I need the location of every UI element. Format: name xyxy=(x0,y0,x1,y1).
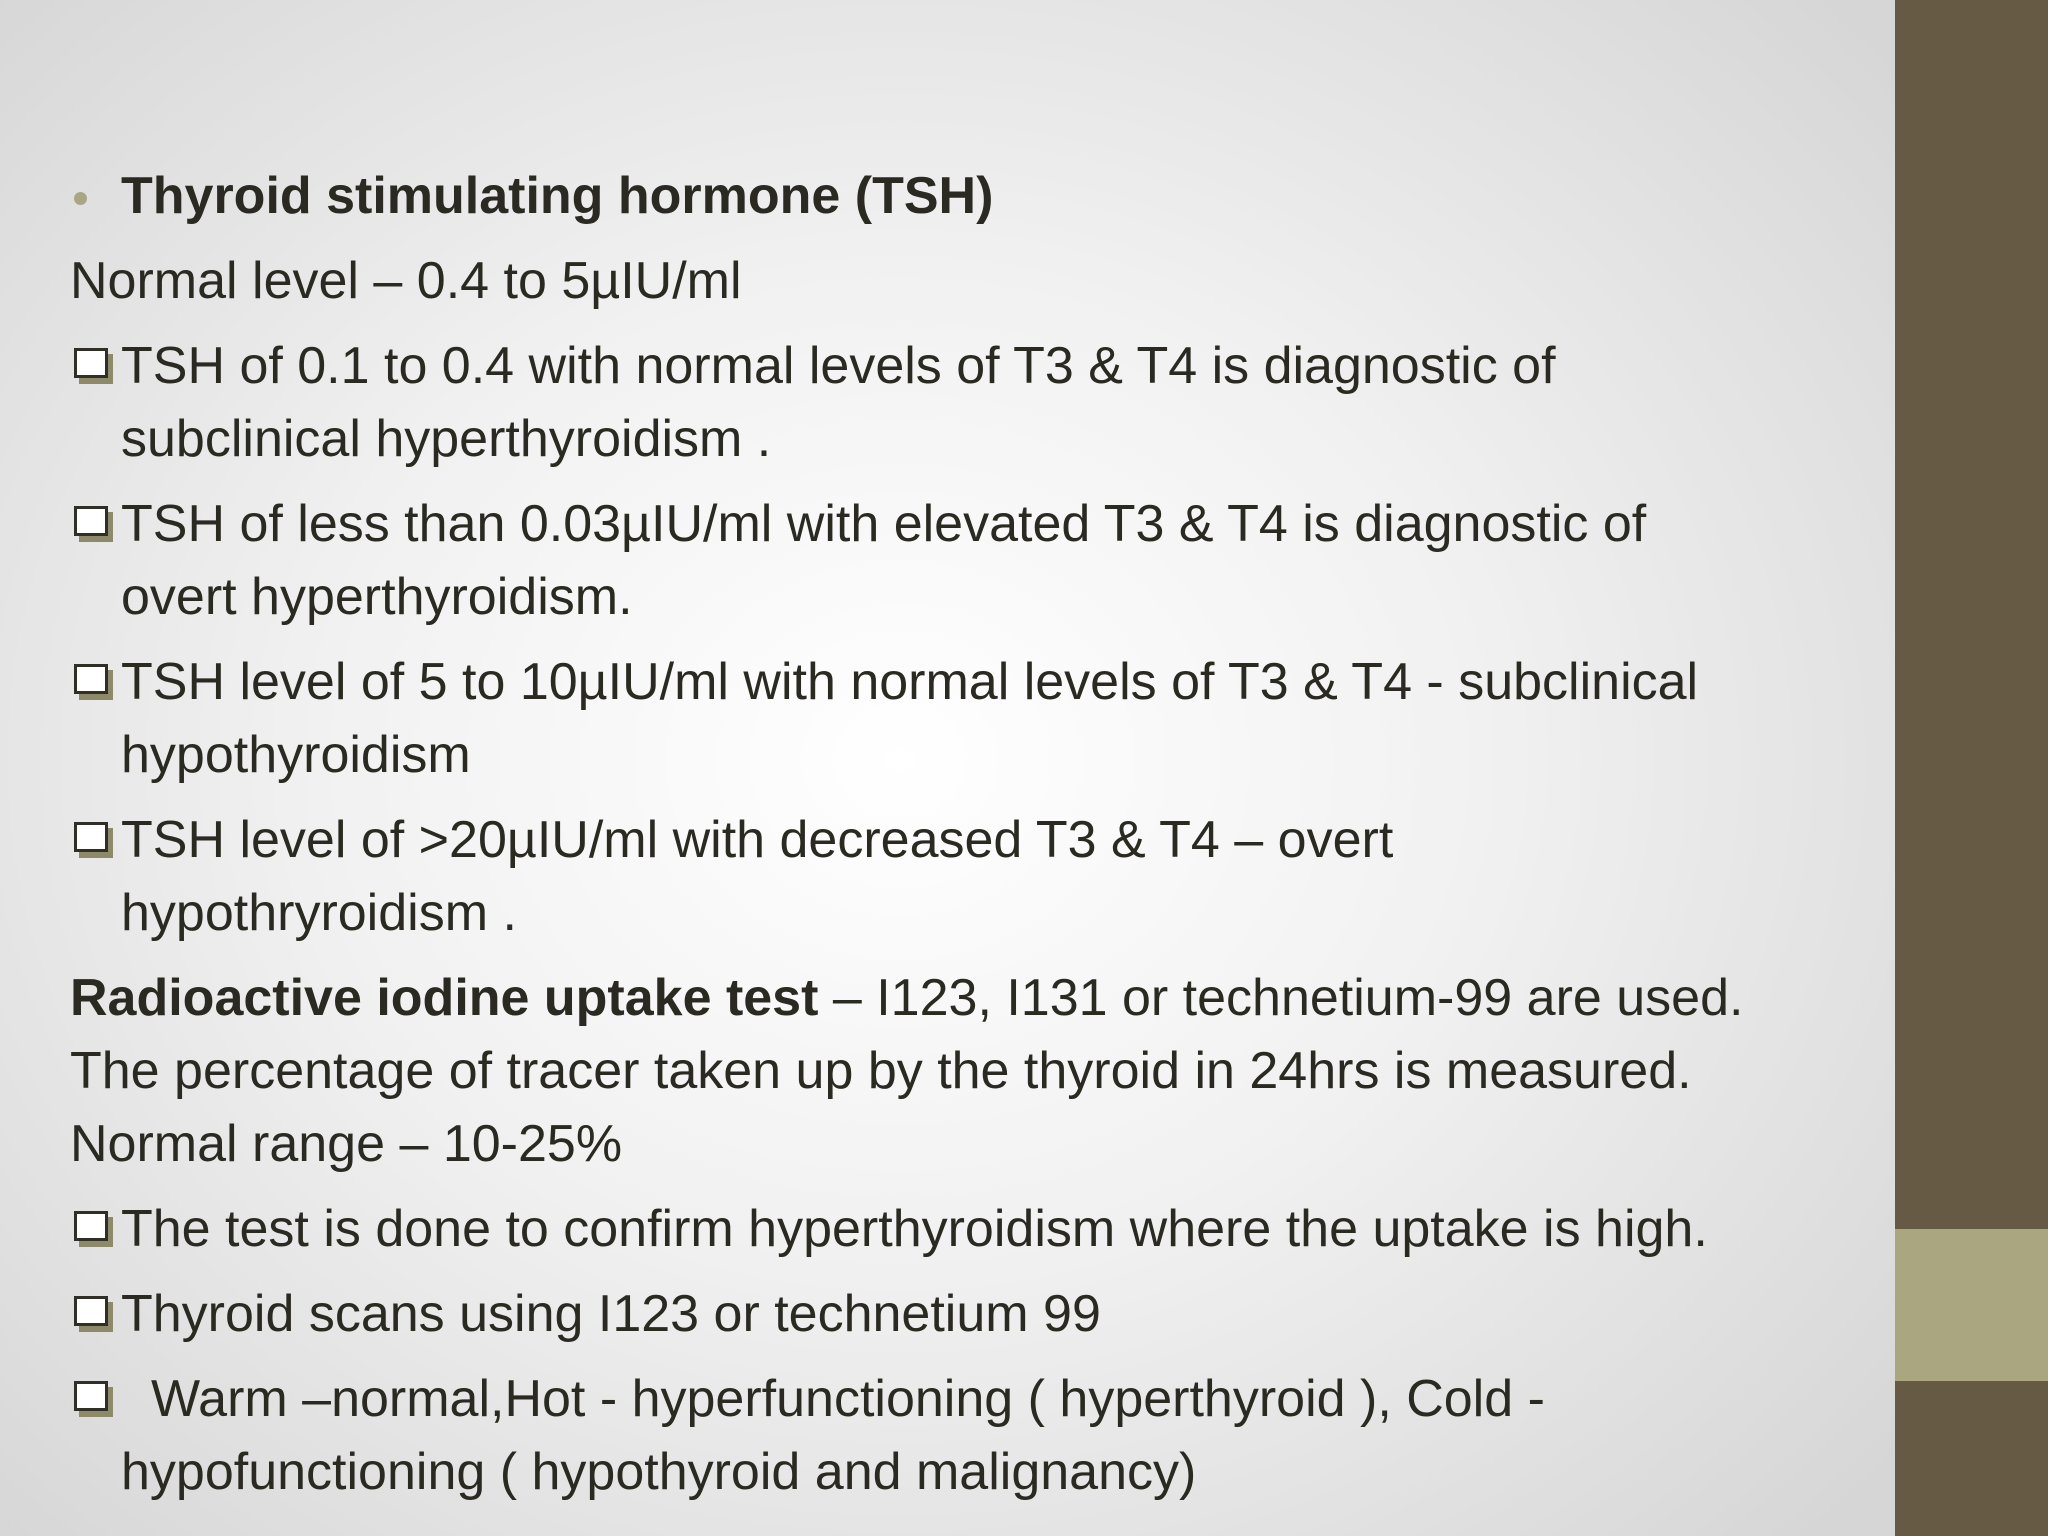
list-item-continuation: hypothryroidism . xyxy=(121,884,517,942)
list-item xyxy=(70,804,1870,877)
checkbox-square-icon xyxy=(74,1296,108,1326)
slide-body xyxy=(70,160,1870,1509)
normal-level-text: Normal level – 0.4 to 5µIU/ml xyxy=(70,252,742,310)
list-item xyxy=(70,1363,1870,1436)
checkbox-square-icon xyxy=(74,348,108,378)
list-item-text: TSH of 0.1 to 0.4 with normal levels of T3 & T4 is diagnostic of xyxy=(121,337,1556,395)
checkbox-square-icon xyxy=(74,506,108,536)
list-item xyxy=(70,1193,1870,1266)
checkbox-square-icon xyxy=(74,664,108,694)
list-item-continuation: hypothyroidism xyxy=(121,726,471,784)
list-item-text: TSH level of >20µIU/ml with decreased T3 & T4 – overt xyxy=(121,811,1394,869)
list-item-text: Thyroid scans using I123 or technetium 99 xyxy=(121,1285,1101,1343)
list-item xyxy=(70,1278,1870,1351)
radio-test-description: The percentage of tracer taken up by the thyroid in 24hrs is measured. xyxy=(70,1042,1692,1100)
radio-test-heading: Radioactive iodine uptake test xyxy=(70,969,819,1027)
normal-range-text: Normal range – 10-25% xyxy=(70,1115,623,1173)
list-item xyxy=(70,330,1870,403)
list-item-text: TSH of less than 0.03µIU/ml with elevated T3 & T4 is diagnostic of xyxy=(121,495,1647,553)
list-item xyxy=(70,488,1870,561)
list-item-continuation: overt hyperthyroidism. xyxy=(121,568,633,626)
side-accent-block xyxy=(1895,1229,2048,1381)
list-item-text: TSH level of 5 to 10µIU/ml with normal levels of T3 & T4 - subclinical xyxy=(121,653,1699,711)
bullet-dot-icon xyxy=(74,192,87,205)
list-item-text: Warm –normal,Hot - hyperfunctioning ( hyperthyroid ), Cold - xyxy=(151,1370,1545,1428)
tsh-heading: Thyroid stimulating hormone (TSH) xyxy=(121,167,994,225)
tsh-heading-line xyxy=(70,160,1870,233)
list-item-continuation: subclinical hyperthyroidism . xyxy=(121,410,772,468)
radio-test-line xyxy=(70,962,1870,1035)
radio-test-text: – I123, I131 or technetium-99 are used. xyxy=(818,969,1744,1027)
list-item-continuation: hypofunctioning ( hypothyroid and malignancy) xyxy=(121,1443,1197,1501)
list-item xyxy=(70,646,1870,719)
checkbox-square-icon xyxy=(74,1211,108,1241)
checkbox-square-icon xyxy=(74,822,108,852)
list-item-text: The test is done to confirm hyperthyroidism where the uptake is high. xyxy=(121,1200,1708,1258)
checkbox-square-icon xyxy=(74,1381,108,1411)
